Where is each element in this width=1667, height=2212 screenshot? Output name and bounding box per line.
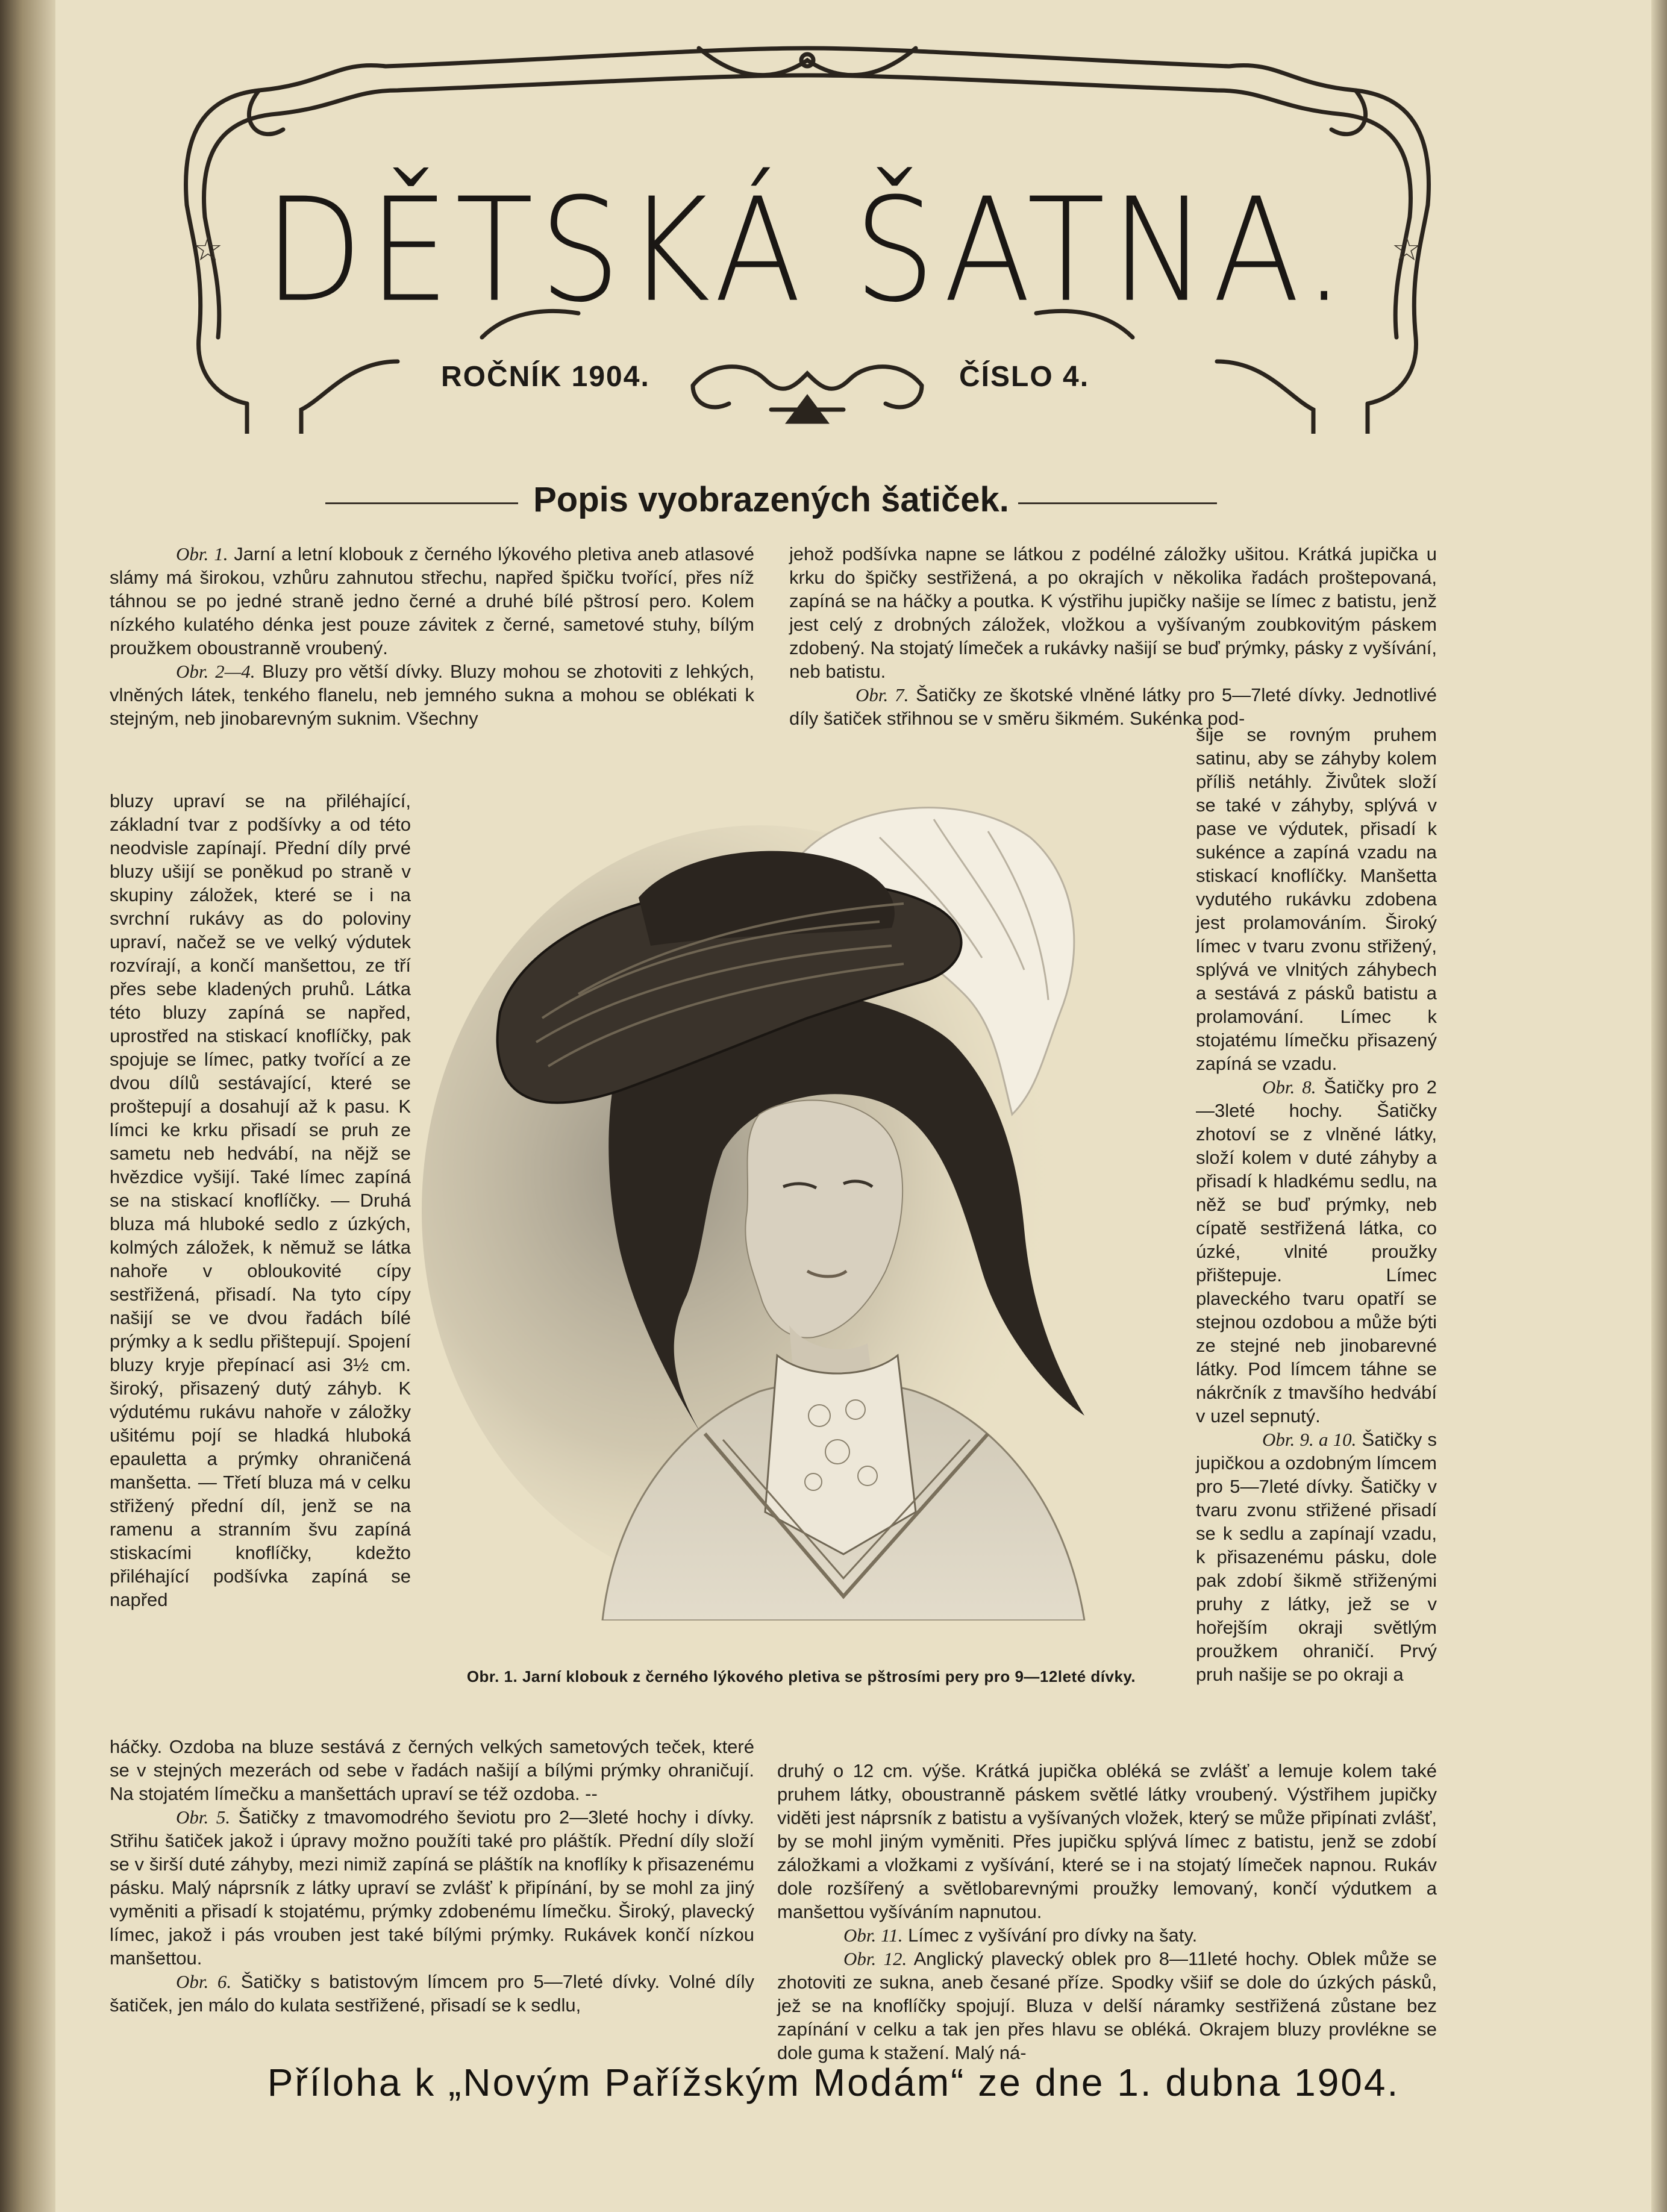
paragraph-obr-5 <box>110 1805 754 1970</box>
paragraph-text: Šatičky ze škotské vlněné látky pro 5—7leté dívky. Jednotlivé díly šatiček střihnou se v směru šikmém. Sukénka pod- <box>789 684 1437 729</box>
figure-ref: Obr. 2—4. <box>176 661 255 682</box>
section-title: Popis vyobrazených šatiček. <box>533 480 1009 519</box>
left-column-top <box>110 542 754 789</box>
paragraph-text: šije se rovným pruhem satinu, aby se záhyby kolem příliš netáhly. Živůtek složí se také v záhyby, splývá v pase ve výdutek, přisadí k sukénce a zapíná vzadu na stiskací knoflíčky. Manšetta vydutého rukávku zdobena jest prolamováním. Široký límec v tvaru zvonu střižený, splývá ve vlnitých záhybech a sestává z pásků batistu a prolamování. Límec k stojatému límečku přisazený zapíná se vzadu. <box>1196 724 1437 1074</box>
page-title: DĚTSKÁ ŠATNA. <box>264 167 1351 334</box>
right-column-narrow <box>1196 723 1437 1759</box>
figure-ref: Obr. 5. <box>176 1807 231 1828</box>
right-column-top <box>789 542 1437 729</box>
figure-ref: Obr. 9. a 10. <box>1262 1429 1357 1450</box>
paragraph-text: háčky. Ozdoba na bluze sestává z černých velkých sametových teček, které se v stejných mezerách od sebe v řadách našijí a bílými prýmky ohraničují. Na stojatém límečku a manšettách upraví se též ozdoba. -- <box>110 1736 754 1804</box>
page-edge <box>1651 0 1667 2212</box>
figure-ref: Obr. 12. <box>843 1948 907 1969</box>
heading-rule-right <box>1018 502 1217 504</box>
paragraph-obr-11 <box>777 1923 1437 1947</box>
paragraph-text: Límec z vyšívání pro dívky na šaty. <box>908 1925 1198 1946</box>
paragraph-text: druhý o 12 cm. výše. Krátká jupička obléká se zvlášť a lemuje kolem také pruhem látky, oboustranně páskem světlé látky vroubený. Výstřihem jupičky viděti jest náprsník z batistu a vyšívaných vložek, který se může připínati zvlášť, by se mohl jiným vyměniti. Přes jupičku splývá límec z batistu, jenž se zdobí záložkami a vložkami z vyšívání, které se i na stojatý límeček napnou. Rukáv dole rozšířený a světlobarevnými proužky lemovaný, končí výdutkem a manšettou vyšíváním napnutou. <box>777 1760 1437 1922</box>
portrait-illustration <box>422 753 1187 1620</box>
paragraph-obr-9-10 <box>1196 1428 1437 1686</box>
right-column-bottom <box>777 1759 1437 2063</box>
masthead <box>169 24 1446 434</box>
paragraph-obr-12 <box>777 1947 1437 2064</box>
paragraph-text: Šatičky z tmavomodrého ševiotu pro 2—3leté hochy i dívky. Střihu šatiček jakož i úpravy možno použíti také pro pláštík. Přední díly složí se v širší duté záhyby, mezi nimiž zapíná se pláštík na knoflíky k přisazenému pásku. Malý náprsník z látky upraví se zvlášť k připínání, by se mohl za jiný vyměniti a přisadí k stojatému, prýmky zdobenému límečku. Široký, plavecký límec, jakož i pás vrouben jest také bílými prýmky. Rukávek končí nízkou manšettou. <box>110 1807 754 1969</box>
paragraph-text: jehož podšívka napne se látkou z podélné záložky ušitou. Krátká jupička u krku do špičky sestřižená, a po okrajích v několika řadách proštepovaná, zapíná se na háčky a poutka. K výstřihu jupičky našije se límec z batistu, jenž jest celý z drobných záložek, vložkou a vyšívaným zoubkovitým páskem zdobený. Na stojatý límeček a rukávky našijí se buď prýmky, pásky z vyšívání, neb batistu. <box>789 543 1437 682</box>
star-left-icon: ☆ <box>193 230 224 267</box>
figure-ref: Obr. 7. <box>855 684 909 705</box>
paragraph-text: Šatičky pro 2—3leté hochy. Šatičky zhotoví se z vlněné látky, složí kolem v duté záhyby a přisadí k hladkému sedlu, na něž se buď prýmky, neb cípatě sestřižená látka, co úzké, vlnité proužky přištepuje. Límec plaveckého tvaru opatří se stejnou ozdobou a může býti ze stejné neb jinobarevné látky. Pod límcem táhne se nákrčník z tmavšího hedvábí v uzel sepnutý. <box>1196 1076 1437 1426</box>
figure-caption: Obr. 1. Jarní klobouk z černého lýkového pletiva se pštrosími pery pro 9—12leté dívky. <box>466 1667 1136 1686</box>
paragraph-obr-1 <box>110 542 754 660</box>
paragraph-text: Jarní a letní klobouk z černého lýkového pletiva aneb atlasové slámy má širokou, vzhůru zahnutou střechu, napřed špičku tvořící, přes níž táhnou se po jedné straně jedno černé a druhé bílé pštrosí pero. Kolem nízkého kulatého dénka jest pouze závitek z černé, sametové stuhy, bílým proužkem oboustranně vroubený. <box>110 543 755 658</box>
binding-shadow <box>0 0 55 2212</box>
left-column-bottom <box>110 1735 754 2016</box>
issue-label: ČÍSLO 4. <box>959 361 1090 393</box>
star-right-icon: ☆ <box>1391 230 1422 267</box>
supplement-footer: Příloha k „Novým Pařížským Modám“ ze dne 1. dubna 1904. <box>267 2061 1400 2104</box>
paragraph-text: Šatičky s jupičkou a ozdobným límcem pro 5—7leté dívky. Šatičky v tvaru zvonu střižené přisadí se k sedlu a zapínají vzadu, k přisazenému pásku, dole pak zdobí šikmě střiženými pruhy z látky, jež se v hořejším okraji světlým proužkem ohraničí. Prvý pruh našije se po okraji a <box>1196 1429 1437 1685</box>
figure-ref: Obr. 8. <box>1262 1076 1316 1098</box>
section-heading <box>325 476 1217 524</box>
girl-with-hat-image <box>422 753 1187 1620</box>
volume-label: ROČNÍK 1904. <box>441 361 650 393</box>
paragraph-text: Šatičky s batistovým límcem pro 5—7leté dívky. Volné díly šatiček, jen málo do kulata sestřižené, přisadí se k sedlu, <box>110 1971 754 2016</box>
paragraph-text: bluzy upraví se na přiléhající, základní tvar z podšívky a od této neodvisle zapínají. Přední díly prvé bluzy ušijí se poněkud po straně v skupiny záložek, které se i na svrchní rukávy as do poloviny upraví, načež se ve velký výdutek rozvírají, a končí manšettou, ze tří přes sebe kladených pruhů. Látka této bluzy zapíná se napřed, uprostřed na stiskací knoflíčky, pak spojuje se límec, patky tvořící a ze dvou dílů sestávající, které se proštepují a dosahují až k pasu. K límci ke krku přisadí se pruh ze sametu neb hedvábí, na nějž se hvězdice vyšijí. Také límec zapíná se na stiskací knoflíčky. — Druhá bluza má hluboké sedlo z úzkých, kolmých záložek, k němuž se látka nahoře v obloukovité cípy sestřižená, přisadí. Na tyto cípy našijí se ve dvou řadách bílé prýmky a k sedlu přištepují. Spojení bluzy kryje přepínací asi 3½ cm. široký, přisazený dutý záhyb. K výdutému rukávu nahoře v záložky ušitému pojí se hladká hluboká epauletta a prýmky ohraničená manšetta. — Třetí bluza má v celku střižený přední díl, jenž se na ramenu a stranním švu zapíná stiskacími knoflíčky, kdežto přiléhající podšívka zapíná se napřed <box>110 790 411 1610</box>
paragraph-obr-8 <box>1196 1075 1437 1428</box>
figure-ref: Obr. 6. <box>176 1971 232 1992</box>
paragraph-obr-2-4 <box>110 660 754 730</box>
paragraph-text: Bluzy pro větší dívky. Bluzy mohou se zhotoviti z lehkých, vlněných látek, tenkého flanelu, neb jemného sukna a mohou se oblékati k stejným, neb jinobarevným suknim. Všechny <box>110 661 754 729</box>
left-column-narrow <box>110 789 411 1735</box>
figure-ref: Obr. 11. <box>843 1925 903 1946</box>
figure-ref: Obr. 1. <box>176 543 228 564</box>
paragraph-text: Anglický plavecký oblek pro 8—11leté hochy. Oblek může se zhotoviti ze sukna, aneb česané příze. Spodky všiif se dole do úzkých pásků, jež se na knoflíčky spojují. Bluza v delší náramky sestřižená zůstane bez zapínání v celku a tak jen přes hlavu se obléká. Okrajem bluzy provlékne se dole guma k stažení. Malý ná- <box>777 1948 1437 2063</box>
paragraph-obr-6 <box>110 1970 754 2017</box>
